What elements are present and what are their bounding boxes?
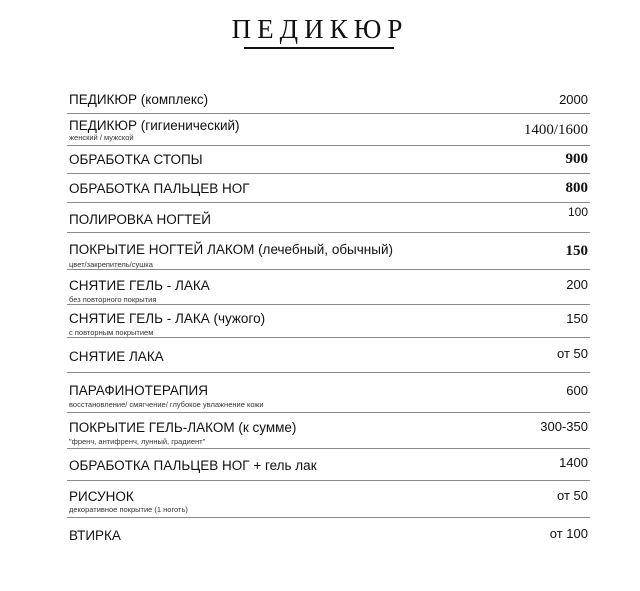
item-name: ВТИРКА	[69, 528, 121, 543]
item-price: 2000	[559, 92, 588, 107]
item-name: СНЯТИЕ ГЕЛЬ - ЛАКА	[69, 278, 210, 293]
item-name: РИСУНОК	[69, 489, 134, 504]
list-item	[67, 305, 590, 338]
item-name: ОБРАБОТКА ПАЛЬЦЕВ НОГ + гель лак	[69, 458, 317, 473]
list-item	[67, 146, 590, 174]
list-item	[67, 114, 590, 146]
item-price: 800	[565, 180, 588, 196]
item-note: без повторного покрытия	[69, 295, 157, 304]
item-note: "френч, антифренч, лунный, градиент"	[69, 437, 206, 446]
page-title: ПЕДИКЮР	[231, 14, 409, 44]
list-item	[67, 338, 590, 373]
item-price: 150	[565, 243, 588, 259]
item-price: 300-350	[540, 419, 588, 434]
item-price: от 50	[557, 346, 588, 361]
item-price: от 50	[557, 488, 588, 503]
list-item	[67, 449, 590, 481]
item-price: 900	[565, 151, 588, 167]
list-item	[67, 413, 590, 449]
item-price: от 100	[549, 526, 588, 541]
title-underline	[244, 47, 394, 49]
item-name: ПОКРЫТИЕ НОГТЕЙ ЛАКОМ (лечебный, обычный)	[69, 242, 393, 257]
list-item	[67, 373, 590, 413]
item-name: СНЯТИЕ ЛАКА	[69, 349, 164, 364]
list-item	[67, 270, 590, 305]
item-note: с повторным покрытием	[69, 328, 154, 337]
item-name: ОБРАБОТКА СТОПЫ	[69, 152, 203, 167]
item-name: ОБРАБОТКА ПАЛЬЦЕВ НОГ	[69, 181, 250, 196]
item-note: восстановление/ смягчение/ глубокое увлажнение кожи	[69, 400, 264, 409]
item-name: СНЯТИЕ ГЕЛЬ - ЛАКА (чужого)	[69, 311, 266, 326]
item-price: 200	[566, 277, 588, 292]
item-name: ПАРАФИНОТЕРАПИЯ	[69, 383, 208, 398]
list-item	[67, 481, 590, 518]
list-item	[67, 518, 590, 548]
list-item	[67, 88, 590, 114]
list-item	[67, 174, 590, 203]
item-name: ПЕДИКЮР (комплекс)	[69, 92, 209, 107]
item-note: женский / мужской	[69, 133, 134, 142]
item-price: 1400	[559, 455, 588, 470]
item-price: 100	[567, 205, 588, 219]
list-item	[67, 233, 590, 270]
item-name: ПОЛИРОВКА НОГТЕЙ	[69, 212, 211, 227]
item-price: 600	[566, 383, 588, 398]
item-note: цвет/закрепитель/сушка	[69, 260, 153, 269]
item-name: ПОКРЫТИЕ ГЕЛЬ-ЛАКОМ (к сумме)	[69, 420, 297, 435]
item-price: 150	[566, 311, 588, 326]
price-list	[67, 88, 590, 548]
item-note: декоративное покрытие (1 ноготь)	[69, 505, 188, 514]
list-item	[67, 203, 590, 233]
item-price: 1400/1600	[523, 122, 588, 138]
item-name: ПЕДИКЮР (гигиенический)	[69, 118, 240, 133]
